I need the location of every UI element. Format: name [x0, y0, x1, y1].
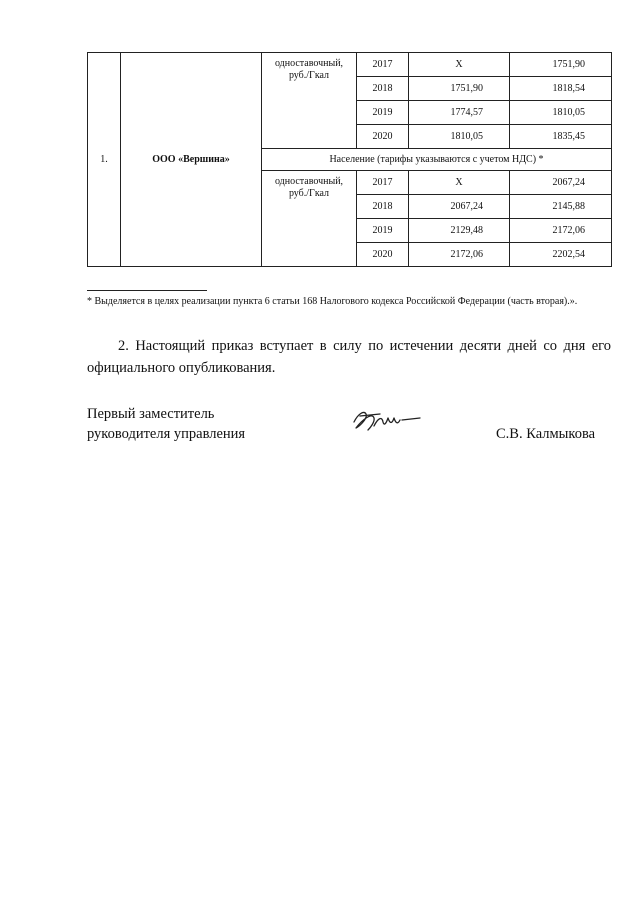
- signer-position-line1: Первый заместитель: [87, 406, 215, 422]
- second-half-value: 2202,54: [510, 243, 612, 267]
- year-cell: 2017: [357, 171, 409, 195]
- table-row: [88, 53, 612, 77]
- signer-position-line2: руководителя управления: [87, 426, 246, 442]
- paragraph-2: 2. Настоящий приказ вступает в силу по истечении десяти дней со дня его официального опубликования.: [87, 338, 611, 376]
- rate-type-cell: одноставочный, руб./Гкал: [262, 53, 357, 149]
- year-cell: 2019: [357, 219, 409, 243]
- first-half-value: 1810,05: [409, 125, 510, 149]
- first-half-value: 1751,90: [409, 77, 510, 101]
- signer-name: С.В. Калмыкова: [496, 426, 596, 442]
- second-half-value: 1835,45: [510, 125, 612, 149]
- second-half-value: 1751,90: [510, 53, 612, 77]
- first-half-value: 1774,57: [409, 101, 510, 125]
- year-cell: 2018: [357, 195, 409, 219]
- second-half-value: 2067,24: [510, 171, 612, 195]
- second-half-value: 1810,05: [510, 101, 612, 125]
- first-half-value: Х: [409, 171, 510, 195]
- rate-type-cell: одноставочный, руб./Гкал: [262, 171, 357, 267]
- first-half-value: Х: [409, 53, 510, 77]
- year-cell: 2019: [357, 101, 409, 125]
- second-half-value: 2145,88: [510, 195, 612, 219]
- row-number: 1.: [88, 53, 121, 267]
- year-cell: 2018: [357, 77, 409, 101]
- footnote-divider: [87, 290, 207, 291]
- year-cell: 2020: [357, 243, 409, 267]
- second-half-value: 2172,06: [510, 219, 612, 243]
- year-cell: 2020: [357, 125, 409, 149]
- tariff-table: [87, 52, 612, 267]
- signature-image: [350, 406, 426, 436]
- first-half-value: 2067,24: [409, 195, 510, 219]
- footnote: * Выделяется в целях реализации пункта 6 статьи 168 Налогового кодекса Российской Федерации (часть вторая).».: [87, 296, 578, 307]
- second-half-value: 1818,54: [510, 77, 612, 101]
- signer-position: [87, 404, 245, 444]
- year-cell: 2017: [357, 53, 409, 77]
- first-half-value: 2129,48: [409, 219, 510, 243]
- organization-name: ООО «Вершина»: [121, 53, 262, 267]
- population-header: Население (тарифы указываются с учетом НДС) *: [262, 149, 612, 171]
- first-half-value: 2172,06: [409, 243, 510, 267]
